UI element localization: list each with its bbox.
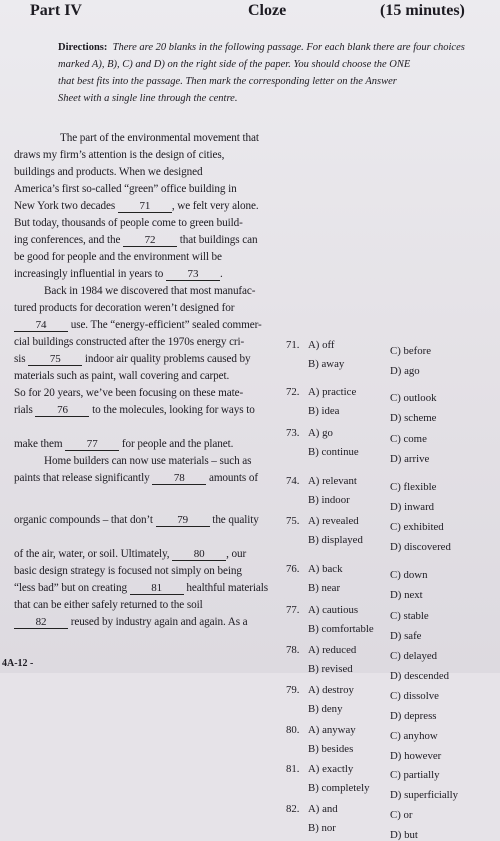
option-a: A) exactly	[308, 763, 354, 775]
blank-80	[172, 548, 226, 561]
question-number: 72.	[286, 386, 300, 398]
option-c: C) delayed	[390, 650, 438, 662]
passage-text: be good for people and the environment will be	[14, 251, 222, 263]
passage-line	[44, 285, 255, 297]
option-c: C) before	[390, 345, 432, 357]
passage-line	[14, 336, 244, 348]
directions-line: Sheet with a single line through the centre.	[58, 93, 238, 104]
passage-line	[14, 599, 203, 611]
passage-text: rials	[14, 404, 36, 416]
passage-line	[14, 565, 242, 577]
passage-line	[14, 302, 234, 314]
section-title: Cloze	[248, 2, 287, 19]
option-c: C) stable	[390, 610, 429, 622]
passage-line	[14, 616, 248, 629]
option-d: D) inward	[390, 501, 435, 513]
option-a: A) back	[308, 563, 343, 575]
option-b: B) away	[308, 358, 345, 370]
option-b: B) deny	[308, 703, 343, 715]
passage-line	[14, 217, 243, 229]
option-c: C) exhibited	[390, 521, 444, 533]
passage-text: “less bad” but on creating	[14, 582, 130, 594]
passage-text: of the air, water, or soil. Ultimately,	[14, 548, 173, 560]
passage-text: America’s first so-called “green” office building in	[14, 183, 237, 195]
passage-line	[14, 353, 251, 366]
passage-text: organic compounds – that don’t	[14, 514, 156, 526]
option-a: A) destroy	[308, 684, 354, 696]
passage-text: indoor air quality problems caused by	[82, 353, 251, 365]
passage-text: buildings and products. When we designed	[14, 166, 203, 178]
blank-number: 76	[57, 404, 68, 416]
passage-line	[14, 200, 259, 213]
option-a: A) reduced	[308, 644, 357, 656]
passage-text: to the molecules, looking for ways to	[89, 404, 255, 416]
passage-text: , our	[226, 548, 247, 560]
blank-75	[28, 353, 82, 366]
passage-text: amounts of	[206, 472, 258, 484]
blank-number: 72	[144, 234, 156, 246]
directions-line: marked A), B), C) and D) on the right side of the paper. You should choose the ONE	[58, 59, 411, 70]
blank-number: 82	[35, 616, 47, 628]
passage-text: But today, thousands of people come to green build-	[14, 217, 243, 229]
passage-text: Back in 1984 we discovered that most manufac-	[44, 285, 256, 297]
passage-text: cial buildings constructed after the 1970s energy cri-	[14, 336, 245, 348]
part-label: Part IV	[30, 2, 82, 19]
passage-line	[14, 268, 223, 281]
option-c: C) come	[390, 433, 427, 445]
blank-number: 71	[139, 200, 151, 212]
option-b: B) displayed	[308, 534, 363, 546]
question-number: 76.	[286, 563, 300, 575]
option-d: D) depress	[390, 710, 437, 722]
option-c: C) dissolve	[390, 690, 439, 702]
passage-line	[14, 438, 233, 451]
passage-text: The part of the environmental movement that	[60, 132, 259, 144]
page-number: 4A-12 -	[2, 658, 34, 669]
directions	[58, 39, 478, 107]
option-d: D) but	[390, 829, 418, 841]
option-b: B) revised	[308, 663, 353, 675]
option-c: C) flexible	[390, 481, 437, 493]
option-b: B) indoor	[308, 494, 350, 506]
option-b: B) comfortable	[308, 623, 374, 635]
passage-text: basic design strategy is focused not simply on being	[14, 565, 242, 577]
passage-line	[14, 582, 268, 595]
question-number: 71.	[286, 339, 300, 351]
question-number: 78.	[286, 644, 300, 656]
question-number: 73.	[286, 427, 300, 439]
question-number: 81.	[286, 763, 300, 775]
option-c: C) down	[390, 569, 428, 581]
passage-text: sis	[14, 353, 29, 365]
option-d: D) descended	[390, 670, 450, 682]
question-number: 79.	[286, 684, 300, 696]
passage-text: materials such as paint, wall covering and carpet.	[14, 370, 230, 382]
blank-number: 74	[35, 319, 47, 331]
passage-text: for people and the planet.	[119, 438, 234, 450]
passage-text: paints that release significantly	[14, 472, 153, 484]
blank-81	[130, 582, 184, 595]
question-number: 74.	[286, 475, 300, 487]
option-d: D) however	[390, 750, 442, 762]
passage-text: New York two decades	[14, 200, 118, 212]
passage-text: that can be either safely returned to the soil	[14, 599, 203, 611]
passage-line	[44, 455, 251, 467]
passage-line	[14, 387, 243, 399]
option-d: D) discovered	[390, 541, 451, 553]
passage-text: that buildings can	[177, 234, 258, 246]
passage-line	[14, 251, 222, 263]
blank-number: 77	[86, 438, 98, 450]
question-number: 82.	[286, 803, 300, 815]
option-d: D) next	[390, 589, 423, 601]
passage-line	[14, 319, 262, 332]
option-a: A) practice	[308, 386, 357, 398]
blank-number: 78	[173, 472, 185, 484]
passage-text: reused by industry again and again. As a	[68, 616, 248, 628]
passage-line	[14, 234, 257, 247]
passage-line	[14, 149, 224, 161]
directions-line: that best fits into the passage. Then mark the corresponding letter on the Answer	[58, 76, 397, 87]
option-c: C) anyhow	[390, 730, 438, 742]
passage-text: So for 20 years, we’ve been focusing on these mate-	[14, 387, 244, 399]
question-number: 75.	[286, 515, 300, 527]
passage-line	[14, 166, 202, 178]
option-a: A) go	[308, 427, 333, 439]
question-number: 77.	[286, 604, 300, 616]
option-c: C) partially	[390, 769, 440, 781]
option-a: A) cautious	[308, 604, 359, 616]
option-a: A) anyway	[308, 724, 356, 736]
blank-number: 81	[151, 582, 163, 594]
time-limit: (15 minutes)	[380, 2, 465, 19]
blank-number: 73	[187, 268, 199, 280]
blank-number: 80	[193, 548, 205, 560]
option-c: C) or	[390, 809, 413, 821]
blank-74	[14, 319, 68, 332]
option-d: D) scheme	[390, 412, 437, 424]
directions-line: Directions: There are 20 blanks in the following passage. For each blank there are four choices	[58, 42, 465, 53]
passage-line	[14, 370, 229, 382]
passage-line	[14, 472, 258, 485]
option-a: A) relevant	[308, 475, 357, 487]
passage-text: .	[219, 268, 223, 280]
option-a: A) revealed	[308, 515, 359, 527]
passage-text: increasingly influential in years to	[14, 268, 166, 280]
blank-76	[35, 404, 89, 417]
option-d: D) ago	[390, 365, 420, 377]
blank-71	[118, 200, 172, 213]
option-a: A) and	[308, 803, 338, 815]
blank-73	[166, 268, 220, 281]
passage-text: healthful materials	[183, 582, 269, 594]
option-b: B) continue	[308, 446, 359, 458]
blank-number: 79	[177, 514, 189, 526]
passage-text: Home builders can now use materials – such as	[44, 455, 252, 467]
option-b: B) completely	[308, 782, 370, 794]
passage-text: , we felt very alone.	[171, 200, 259, 212]
question-number: 80.	[286, 724, 300, 736]
option-b: B) idea	[308, 405, 340, 417]
option-a: A) off	[308, 339, 335, 351]
blank-72	[123, 234, 177, 247]
option-d: D) superficially	[390, 789, 459, 801]
passage-text: make them	[14, 438, 66, 450]
option-b: B) nor	[308, 822, 336, 834]
passage-text: use. The “energy-efficient” sealed commer-	[68, 319, 262, 331]
option-b: B) near	[308, 582, 341, 594]
option-b: B) besides	[308, 743, 354, 755]
passage-line	[14, 548, 246, 561]
passage-line	[14, 404, 255, 417]
blank-78	[152, 472, 206, 485]
passage-text: ing conferences, and the	[14, 234, 124, 246]
blank-79	[156, 514, 210, 527]
passage-line	[14, 183, 237, 195]
blank-82	[14, 616, 68, 629]
blank-number: 75	[49, 353, 61, 365]
directions-label: Directions:	[58, 42, 108, 53]
passage-line	[60, 132, 259, 144]
passage-line	[14, 514, 259, 527]
option-d: D) safe	[390, 630, 422, 642]
passage-text: the quality	[209, 514, 259, 526]
option-d: D) arrive	[390, 453, 430, 465]
blank-77	[65, 438, 119, 451]
passage-text: tured products for decoration weren’t designed for	[14, 302, 235, 314]
option-c: C) outlook	[390, 392, 437, 404]
passage-text: draws my firm’s attention is the design of cities,	[14, 149, 225, 161]
